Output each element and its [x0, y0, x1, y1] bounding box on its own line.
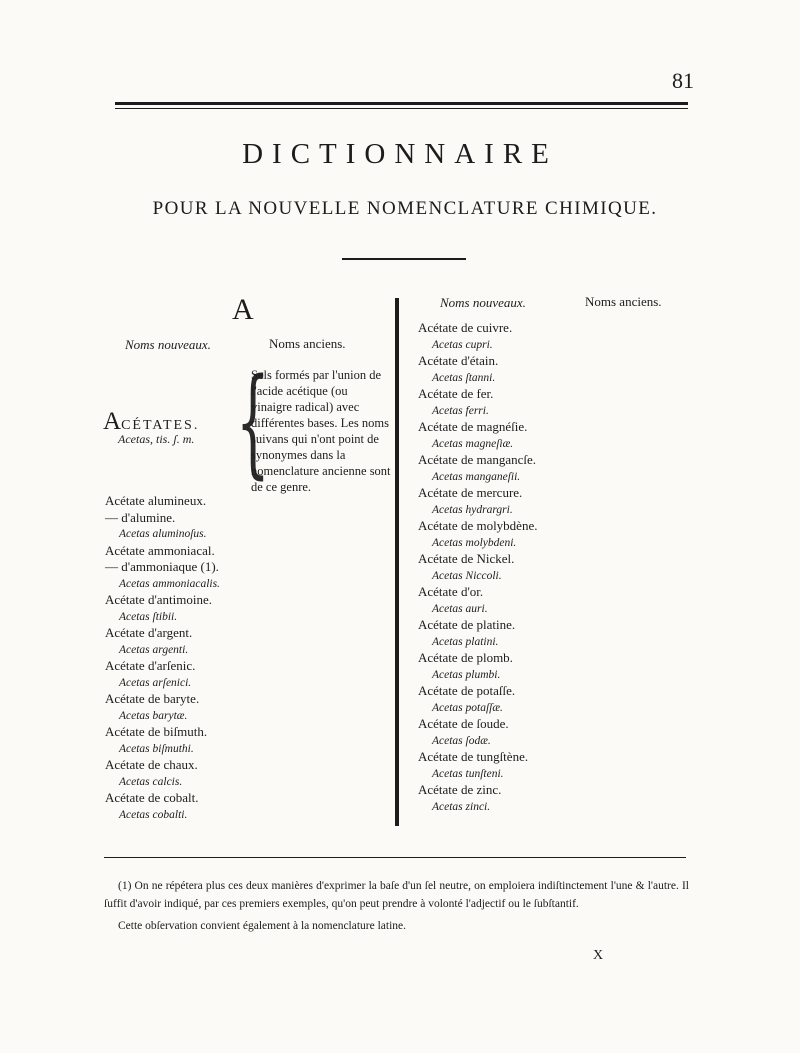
left-header-old: Noms anciens. [269, 336, 346, 351]
acetates-rest: CÉTATES. [121, 418, 200, 433]
latin-name: Acetas tunſteni. [432, 767, 504, 780]
french-name: Acétate de potaſſe. [418, 683, 516, 698]
french-name: Acétate de cobalt. [105, 790, 199, 805]
latin-name: Acetas cobalti. [119, 808, 188, 821]
acetates-definition: Sels formés par l'union de l'acide acétique (ou vinaigre radical) avec différentes bases. Les noms suivans qui n'ont point de synonymes dans la nomenclature ancienne sont de ce genre. [251, 368, 391, 494]
french-name: Acétate d'antimoine. [105, 592, 213, 607]
section-letter: A [232, 293, 254, 326]
right-header-new: Noms nouveaux. [440, 295, 526, 310]
header-rule [115, 102, 688, 105]
french-name: Acétate de molybdène. [418, 518, 538, 533]
right-header-old: Noms anciens. [585, 294, 662, 309]
french-name: Acétate de tungſtène. [418, 749, 529, 764]
latin-name: Acetas platini. [432, 635, 499, 648]
page-title: DICTIONNAIRE [242, 138, 558, 170]
french-name: Acétate de mercure. [418, 485, 523, 500]
french-name: — d'alumine. [105, 509, 176, 525]
french-name: Acétate de fer. [418, 386, 494, 401]
brace: { [236, 352, 270, 490]
latin-name: Acetas manganeſii. [432, 470, 521, 483]
left-entry-list [105, 493, 220, 823]
french-name: Acétate de mangancſe. [418, 452, 537, 467]
latin-name: Acetas auri. [432, 602, 488, 615]
latin-name: Acetas aluminoſus. [119, 528, 207, 540]
latin-name: Acetas potaſſæ. [432, 701, 503, 714]
french-name: Acétate de zinc. [418, 782, 502, 797]
footnote-paragraph: (1) On ne répétera plus ces deux manières d'exprimer la baſe d'un ſel neutre, on emploiera indiſtinctement l'une & l'autre. Il ſuffit d'avoir indiqué, par ces premiers exemples, qu'on peut prendre à volonté l'adjectif ou le ſubſtantif. [104, 880, 689, 910]
french-name: — d'ammoniaque (1). [105, 559, 219, 574]
latin-name: Acetas magneſiæ. [432, 437, 514, 450]
french-name: Acétate de baryte. [105, 691, 200, 706]
french-name: Acétate d'arſenic. [105, 658, 196, 673]
footnote-paragraph: Cette obſervation convient également à la nomenclature latine. [118, 920, 407, 932]
footnote [104, 877, 689, 939]
latin-name: Acetas ferri. [432, 404, 489, 417]
french-name: Acétate de plomb. [418, 650, 513, 665]
latin-name: Acetas zinci. [432, 800, 491, 813]
french-name: Acétate d'étain. [418, 353, 499, 368]
latin-name: Acetas barytæ. [119, 709, 188, 722]
french-name: Acétate d'argent. [105, 625, 193, 640]
latin-name: Acetas cupri. [432, 338, 493, 351]
latin-name: Acetas ſtibii. [119, 610, 178, 623]
french-name: Acétate de cuivre. [418, 320, 513, 335]
latin-name: Acetas arſenici. [119, 676, 192, 689]
latin-name: Acetas molybdeni. [432, 536, 517, 549]
latin-name: Acetas calcis. [119, 775, 183, 788]
latin-name: Acetas Niccoli. [432, 569, 502, 582]
signature-mark: X [593, 948, 604, 963]
french-name: Acétate de chaux. [105, 757, 198, 772]
french-name: Acétate de magnéſie. [418, 419, 528, 434]
latin-name: Acetas ſtanni. [432, 371, 496, 384]
column-divider [395, 298, 399, 826]
latin-name: Acetas ſodæ. [432, 734, 491, 747]
french-name: Acétate de platine. [418, 617, 516, 632]
french-name: Acétate de biſmuth. [105, 724, 208, 739]
french-name: Acétate alumineux. [105, 493, 207, 508]
right-entry-list [418, 320, 537, 815]
french-name: Acétate d'or. [418, 584, 484, 599]
latin-name: Acetas biſmuthi. [119, 742, 194, 755]
acetates-latin: Acetas, tis. ʃ. m. [118, 432, 195, 446]
footnote-rule [104, 857, 686, 858]
title-divider [342, 258, 466, 260]
left-header-new: Noms nouveaux. [125, 337, 211, 352]
latin-name: Acetas argenti. [119, 643, 189, 656]
page-number: 81 [672, 68, 694, 93]
page-subtitle: POUR LA NOUVELLE NOMENCLATURE CHIMIQUE. [152, 198, 658, 219]
latin-name: Acetas plumbi. [432, 668, 501, 681]
acetates-initial: A [103, 408, 122, 435]
header-rule-thin [115, 108, 688, 109]
latin-name: Acetas ammoniacalis. [119, 577, 220, 590]
latin-name: Acetas hydrargri. [432, 503, 513, 516]
french-name: Acétate ammoniacal. [105, 542, 215, 558]
french-name: Acétate de ſoude. [418, 716, 509, 731]
french-name: Acétate de Nickel. [418, 551, 515, 566]
